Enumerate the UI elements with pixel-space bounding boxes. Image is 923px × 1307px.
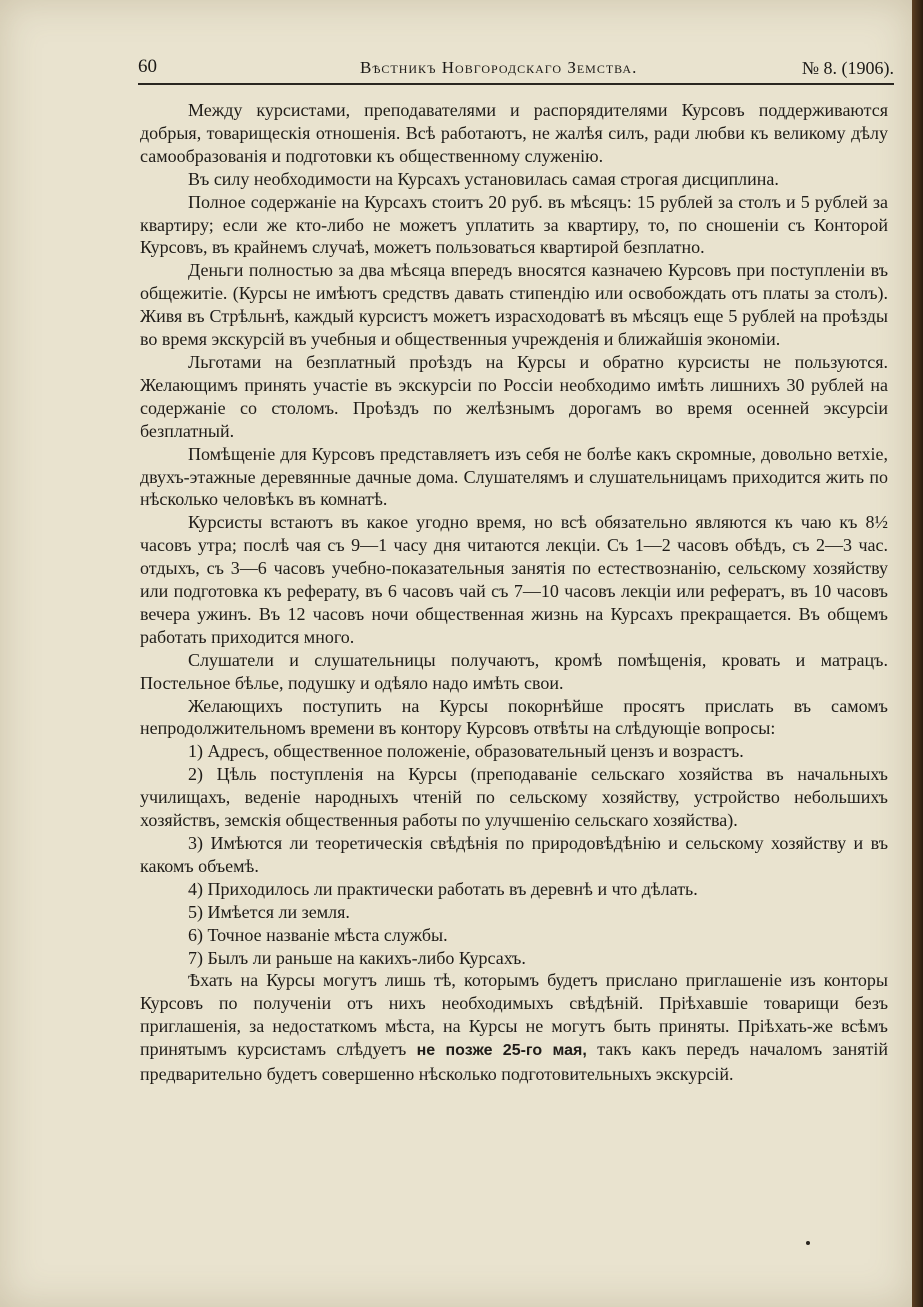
- paragraph: Полное содержаніе на Курсахъ стоитъ 20 руб. въ мѣсяцъ: 15 рублей за столъ и 5 рублей за квартиру; если же кто-либо не можетъ уплатить за квартиру, то, по сношеніи съ Конторой Курсовъ, въ крайнемъ случаѣ, можетъ пользоваться квартирой безплатно.: [140, 191, 888, 258]
- paragraph: Между курсистами, преподавателями и распорядителями Курсовъ поддерживаются добрыя, товарищескія отношенія. Всѣ работаютъ, не жалѣя силъ, ради любви къ великому дѣлу самообразованія и подготовки къ общественному служенію.: [140, 100, 888, 166]
- paragraph: Курсисты встаютъ въ какое угодно время, но всѣ обязательно являются къ чаю къ 8½ часовъ утра; послѣ чая съ 9—1 часу дня читаются лекціи. Съ 1—2 часовъ обѣдъ, съ 2—3 час. отдыхъ, съ 3—6 часовъ учебно-показательныя занятія по естествознанію, сельскому хозяйству или подготовка къ реферату, въ 6 часовъ чай съ 7—10 часовъ лекціи или рефератъ, въ 10 часовъ вечера ужинъ. Въ 12 часовъ ночи общественная жизнь на Курсахъ прекращается. Въ общемъ работать приходится много.: [140, 512, 888, 647]
- article-body: [140, 99, 888, 1086]
- page-number: 60: [138, 56, 157, 77]
- ink-speck: [806, 1241, 810, 1245]
- question-item: 3) Имѣются ли теоретическія свѣдѣнія по природовѣдѣнію и сельскому хозяйству и въ какомъ объемѣ.: [140, 833, 888, 876]
- paragraph: Въ силу необходимости на Курсахъ установилась самая строгая дисциплина.: [188, 168, 779, 189]
- page-header: [138, 56, 894, 86]
- question-item: 4) Приходилось ли практически работать въ деревнѣ и что дѣлать.: [188, 878, 698, 899]
- deadline-text: не позже 25-го мая,: [416, 1042, 587, 1060]
- question-item: 5) Имѣется ли земля.: [188, 901, 350, 922]
- paragraph: Деньги полностью за два мѣсяца впередъ вносятся казначею Курсовъ при поступленіи въ общежитіе. (Курсы не имѣютъ средствъ давать стипендію или освобождать отъ платы за столъ). Живя въ Стрѣльнѣ, каждый курсистъ можетъ израсходоватѣ въ мѣсяцъ еще 5 рублей на проѣзды во время экскурсій въ учебныя и общественныя учрежденія и ближайшія экономіи.: [140, 260, 888, 350]
- header-rule: [138, 83, 894, 85]
- question-item: 2) Цѣль поступленія на Курсы (преподаваніе сельскаго хозяйства въ начальныхъ училищахъ, веденіе народныхъ чтеній по сельскому хозяйству, устройство небольшихъ хозяйствъ, земскія общественныя работы по улучшенію сельскаго хозяйства).: [140, 764, 888, 831]
- closing-text-start: Ѣхать на Курсы могутъ лишь тѣ, которымъ будетъ прислано приглашеніе изъ конторы Курсовъ по полученіи отъ нихъ необходимыхъ свѣдѣній. Пріѣхавшіе товарищи безъ приглашенія, за недостаткомъ мѣста, на Курсы не могутъ быть приняты. Пріѣхать-же всѣмъ принятымъ курсистамъ слѣдуетъ: [140, 970, 888, 1060]
- question-item: 1) Адресъ, общественное положеніе, образовательный цензъ и возрастъ.: [188, 741, 744, 762]
- closing-text-end: такъ какъ передъ началомъ занятій предварительно будетъ совершенно нѣсколько подготовительныхъ экскурсій.: [140, 1039, 888, 1085]
- paragraph: Желающихъ поступить на Курсы покорнѣйше просятъ прислать въ самомъ непродолжительномъ времени въ контору Курсовъ отвѣты на слѣдующіе вопросы:: [140, 695, 888, 739]
- issue-number: № 8. (1906).: [801, 58, 894, 78]
- closing-paragraph: [140, 969, 888, 1086]
- question-item: 7) Былъ ли раньше на какихъ-либо Курсахъ.: [188, 947, 526, 968]
- journal-title: Вѣстникъ Новгородскаго Земства.: [360, 58, 638, 77]
- paragraph: Помѣщеніе для Курсовъ представляетъ изъ себя не болѣе какъ скромные, довольно ветхіе, двухъ-этажные деревянные дачные дома. Слушателямъ и слушательницамъ приходится жить по нѣсколько человѣкъ въ комнатѣ.: [140, 443, 888, 510]
- page-edge: [912, 0, 923, 1307]
- question-item: 6) Точное названіе мѣста службы.: [188, 924, 448, 945]
- paragraph: Слушатели и слушательницы получаютъ, кромѣ помѣщенія, кровать и матрацъ. Постельное бѣлье, подушку и одѣяло надо имѣть свои.: [140, 649, 888, 693]
- paragraph: Льготами на безплатный проѣздъ на Курсы и обратно курсисты не пользуются. Желающимъ принять участіе въ экскурсіи по Россіи необходимо имѣть лишнихъ 30 рублей на содержаніе со столомъ. Проѣздъ по желѣзнымъ дорогамъ во время осенней эксурсіи безплатный.: [140, 351, 888, 441]
